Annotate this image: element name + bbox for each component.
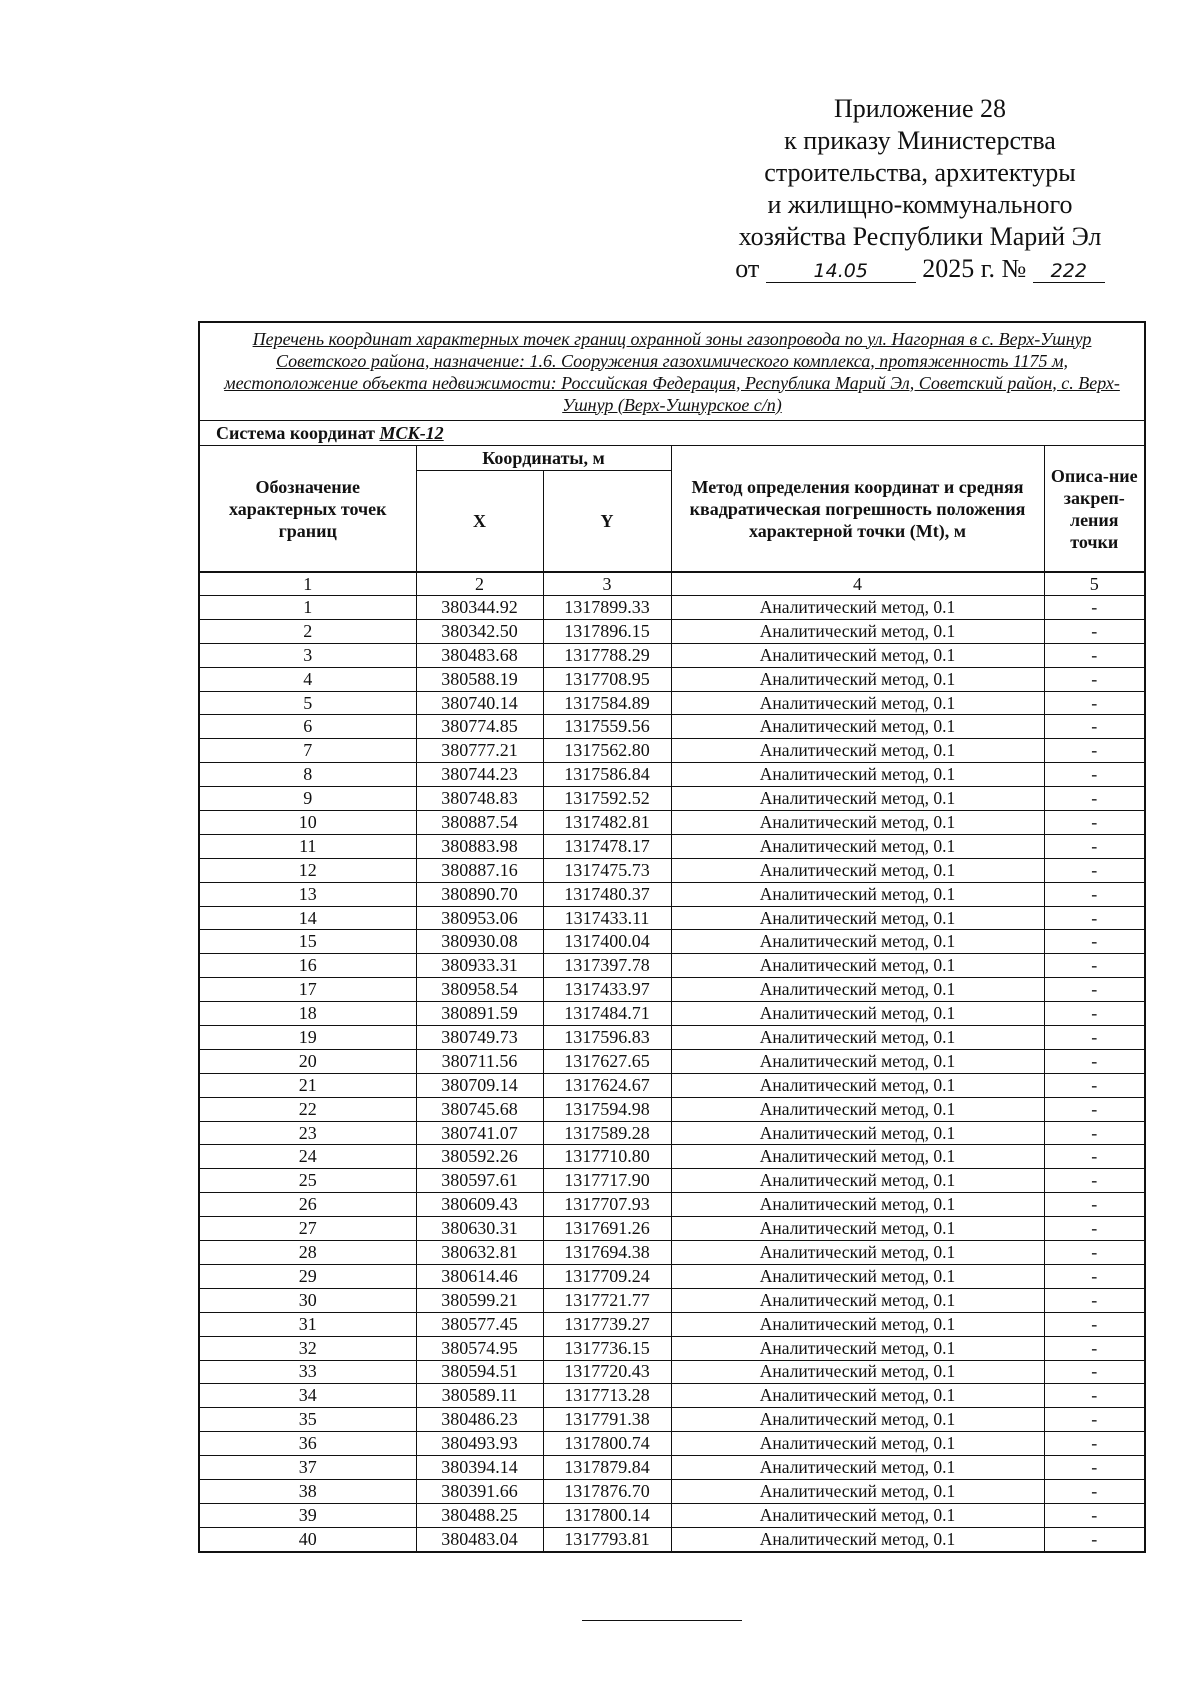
method-cell: Аналитический метод, 0.1 <box>671 978 1044 1002</box>
coord-x-cell: 380483.68 <box>416 643 543 667</box>
method-cell: Аналитический метод, 0.1 <box>671 1169 1044 1193</box>
point-number-cell: 10 <box>199 811 416 835</box>
description-cell: - <box>1044 667 1145 691</box>
point-number-cell: 31 <box>199 1312 416 1336</box>
point-number-cell: 38 <box>199 1479 416 1503</box>
method-cell: Аналитический метод, 0.1 <box>671 1527 1044 1551</box>
method-cell: Аналитический метод, 0.1 <box>671 1241 1044 1265</box>
point-number-cell: 24 <box>199 1145 416 1169</box>
description-cell: - <box>1044 1121 1145 1145</box>
table-row <box>199 1002 1145 1026</box>
method-cell: Аналитический метод, 0.1 <box>671 1503 1044 1527</box>
description-cell: - <box>1044 739 1145 763</box>
coord-x-cell: 380887.54 <box>416 811 543 835</box>
point-number-cell: 4 <box>199 667 416 691</box>
table-row <box>199 811 1145 835</box>
method-cell: Аналитический метод, 0.1 <box>671 1121 1044 1145</box>
coord-y-cell: 1317694.38 <box>543 1241 671 1265</box>
method-cell: Аналитический метод, 0.1 <box>671 1002 1044 1026</box>
coord-x-cell: 380344.92 <box>416 596 543 620</box>
point-number-cell: 23 <box>199 1121 416 1145</box>
coord-x-cell: 380745.68 <box>416 1097 543 1121</box>
coord-x-cell: 380342.50 <box>416 619 543 643</box>
description-cell: - <box>1044 1073 1145 1097</box>
description-cell: - <box>1044 1097 1145 1121</box>
point-number-cell: 16 <box>199 954 416 978</box>
table-row <box>199 1264 1145 1288</box>
table-row <box>199 715 1145 739</box>
description-cell: - <box>1044 1503 1145 1527</box>
coord-x-cell: 380933.31 <box>416 954 543 978</box>
description-cell: - <box>1044 715 1145 739</box>
description-cell: - <box>1044 1026 1145 1050</box>
point-number-cell: 14 <box>199 906 416 930</box>
coord-x-cell: 380614.46 <box>416 1264 543 1288</box>
description-cell: - <box>1044 1384 1145 1408</box>
table-row <box>199 1336 1145 1360</box>
method-cell: Аналитический метод, 0.1 <box>671 1336 1044 1360</box>
coord-y-cell: 1317708.95 <box>543 667 671 691</box>
description-cell: - <box>1044 1432 1145 1456</box>
date-prefix: от <box>735 254 760 283</box>
header-y: Y <box>543 471 671 573</box>
table-row <box>199 930 1145 954</box>
table-row <box>199 1217 1145 1241</box>
point-number-cell: 12 <box>199 858 416 882</box>
table-row <box>199 1145 1145 1169</box>
method-cell: Аналитический метод, 0.1 <box>671 667 1044 691</box>
point-number-cell: 1 <box>199 596 416 620</box>
point-number-cell: 34 <box>199 1384 416 1408</box>
method-cell: Аналитический метод, 0.1 <box>671 1097 1044 1121</box>
coord-x-cell: 380597.61 <box>416 1169 543 1193</box>
point-number-cell: 8 <box>199 763 416 787</box>
description-cell: - <box>1044 1145 1145 1169</box>
header-method: Метод определения координат и средняя квадратическая погрешность положения характерной точки (Mt), м <box>671 446 1044 573</box>
coordinate-system-value: МСК-12 <box>379 423 444 443</box>
ministry-line-3: хозяйства Республики Марий Эл <box>738 222 1102 251</box>
coord-x-cell: 380777.21 <box>416 739 543 763</box>
method-cell: Аналитический метод, 0.1 <box>671 1193 1044 1217</box>
coord-x-cell: 380744.23 <box>416 763 543 787</box>
coord-x-cell: 380588.19 <box>416 667 543 691</box>
method-cell: Аналитический метод, 0.1 <box>671 1479 1044 1503</box>
table-row <box>199 1049 1145 1073</box>
method-cell: Аналитический метод, 0.1 <box>671 906 1044 930</box>
coord-y-cell: 1317480.37 <box>543 882 671 906</box>
description-cell: - <box>1044 1360 1145 1384</box>
description-cell: - <box>1044 882 1145 906</box>
point-number-cell: 15 <box>199 930 416 954</box>
coord-x-cell: 380711.56 <box>416 1049 543 1073</box>
column-index: 4 <box>671 572 1044 596</box>
point-number-cell: 9 <box>199 787 416 811</box>
point-number-cell: 18 <box>199 1002 416 1026</box>
coord-y-cell: 1317475.73 <box>543 858 671 882</box>
appendix-header <box>705 93 1135 285</box>
point-number-cell: 21 <box>199 1073 416 1097</box>
coord-x-cell: 380953.06 <box>416 906 543 930</box>
coord-x-cell: 380930.08 <box>416 930 543 954</box>
point-number-cell: 6 <box>199 715 416 739</box>
column-index-row <box>199 572 1145 596</box>
table-row <box>199 858 1145 882</box>
point-number-cell: 19 <box>199 1026 416 1050</box>
coord-y-cell: 1317592.52 <box>543 787 671 811</box>
handwritten-date: 14.05 <box>766 260 916 283</box>
description-cell: - <box>1044 1288 1145 1312</box>
coord-y-cell: 1317594.98 <box>543 1097 671 1121</box>
coord-x-cell: 380748.83 <box>416 787 543 811</box>
description-cell: - <box>1044 1336 1145 1360</box>
appendix-title: Приложение 28 <box>833 94 1007 123</box>
table-row <box>199 1456 1145 1480</box>
column-index: 2 <box>416 572 543 596</box>
method-cell: Аналитический метод, 0.1 <box>671 1026 1044 1050</box>
point-number-cell: 30 <box>199 1288 416 1312</box>
table-row <box>199 1432 1145 1456</box>
coord-y-cell: 1317788.29 <box>543 643 671 667</box>
description-cell: - <box>1044 1456 1145 1480</box>
coord-x-cell: 380577.45 <box>416 1312 543 1336</box>
method-cell: Аналитический метод, 0.1 <box>671 954 1044 978</box>
header-description: Описа-ние закреп-ления точки <box>1044 446 1145 573</box>
table-row <box>199 1097 1145 1121</box>
description-cell: - <box>1044 1169 1145 1193</box>
coord-y-cell: 1317584.89 <box>543 691 671 715</box>
method-cell: Аналитический метод, 0.1 <box>671 1360 1044 1384</box>
description-cell: - <box>1044 1408 1145 1432</box>
method-cell: Аналитический метод, 0.1 <box>671 739 1044 763</box>
coord-y-cell: 1317800.74 <box>543 1432 671 1456</box>
point-number-cell: 35 <box>199 1408 416 1432</box>
coord-x-cell: 380486.23 <box>416 1408 543 1432</box>
table-row <box>199 691 1145 715</box>
point-number-cell: 39 <box>199 1503 416 1527</box>
table-row <box>199 1121 1145 1145</box>
year-text: 2025 г. № <box>922 254 1027 283</box>
coord-y-cell: 1317896.15 <box>543 619 671 643</box>
coord-x-cell: 380890.70 <box>416 882 543 906</box>
coord-y-cell: 1317736.15 <box>543 1336 671 1360</box>
description-cell: - <box>1044 1527 1145 1551</box>
table-row <box>199 1312 1145 1336</box>
coord-x-cell: 380749.73 <box>416 1026 543 1050</box>
table-row <box>199 1193 1145 1217</box>
point-number-cell: 17 <box>199 978 416 1002</box>
table-row <box>199 1479 1145 1503</box>
method-cell: Аналитический метод, 0.1 <box>671 1288 1044 1312</box>
table-row <box>199 978 1145 1002</box>
coord-x-cell: 380709.14 <box>416 1073 543 1097</box>
method-cell: Аналитический метод, 0.1 <box>671 643 1044 667</box>
method-cell: Аналитический метод, 0.1 <box>671 1408 1044 1432</box>
coord-x-cell: 380592.26 <box>416 1145 543 1169</box>
order-line: к приказу Министерства <box>784 126 1056 155</box>
method-cell: Аналитический метод, 0.1 <box>671 882 1044 906</box>
table-row <box>199 1169 1145 1193</box>
method-cell: Аналитический метод, 0.1 <box>671 1312 1044 1336</box>
coord-y-cell: 1317710.80 <box>543 1145 671 1169</box>
point-number-cell: 26 <box>199 1193 416 1217</box>
coord-y-cell: 1317627.65 <box>543 1049 671 1073</box>
coord-x-cell: 380741.07 <box>416 1121 543 1145</box>
coord-y-cell: 1317720.43 <box>543 1360 671 1384</box>
table-row <box>199 1384 1145 1408</box>
table-title: Перечень координат характерных точек границ охранной зоны газопровода по ул. Нагорная в с. Верх-Ушнур Советского района, назначение: 1.6. Сооружения газохимического комплекса, протяженность 1175 м, местоположение объекта недвижимости: Российская Федерация, Республика Марий Эл, Советский район, с. Верх-Ушнур (Верх-Ушнурское с/п) <box>199 322 1145 421</box>
description-cell: - <box>1044 763 1145 787</box>
table-row <box>199 787 1145 811</box>
coord-x-cell: 380958.54 <box>416 978 543 1002</box>
table-row <box>199 643 1145 667</box>
description-cell: - <box>1044 930 1145 954</box>
description-cell: - <box>1044 1049 1145 1073</box>
table-row <box>199 739 1145 763</box>
coord-y-cell: 1317596.83 <box>543 1026 671 1050</box>
description-cell: - <box>1044 1312 1145 1336</box>
coord-x-cell: 380488.25 <box>416 1503 543 1527</box>
description-cell: - <box>1044 596 1145 620</box>
column-index: 5 <box>1044 572 1145 596</box>
description-cell: - <box>1044 811 1145 835</box>
table-row <box>199 954 1145 978</box>
method-cell: Аналитический метод, 0.1 <box>671 787 1044 811</box>
method-cell: Аналитический метод, 0.1 <box>671 834 1044 858</box>
coordinate-system <box>199 421 1145 446</box>
point-number-cell: 37 <box>199 1456 416 1480</box>
description-cell: - <box>1044 1241 1145 1265</box>
point-number-cell: 33 <box>199 1360 416 1384</box>
coordinates-table <box>198 321 1146 1553</box>
bottom-divider <box>582 1620 742 1621</box>
ministry-line-2: и жилищно-коммунального <box>767 190 1073 219</box>
coord-y-cell: 1317559.56 <box>543 715 671 739</box>
table-row <box>199 1503 1145 1527</box>
coord-y-cell: 1317721.77 <box>543 1288 671 1312</box>
method-cell: Аналитический метод, 0.1 <box>671 1073 1044 1097</box>
coord-x-cell: 380891.59 <box>416 1002 543 1026</box>
date-line <box>705 253 1135 285</box>
description-cell: - <box>1044 906 1145 930</box>
description-cell: - <box>1044 691 1145 715</box>
coord-y-cell: 1317691.26 <box>543 1217 671 1241</box>
coord-y-cell: 1317478.17 <box>543 834 671 858</box>
description-cell: - <box>1044 643 1145 667</box>
description-cell: - <box>1044 1264 1145 1288</box>
table-row <box>199 834 1145 858</box>
description-cell: - <box>1044 834 1145 858</box>
description-cell: - <box>1044 954 1145 978</box>
point-number-cell: 2 <box>199 619 416 643</box>
table-row <box>199 619 1145 643</box>
coord-y-cell: 1317791.38 <box>543 1408 671 1432</box>
coord-x-cell: 380394.14 <box>416 1456 543 1480</box>
description-cell: - <box>1044 1193 1145 1217</box>
point-number-cell: 11 <box>199 834 416 858</box>
method-cell: Аналитический метод, 0.1 <box>671 858 1044 882</box>
point-number-cell: 20 <box>199 1049 416 1073</box>
coord-x-cell: 380483.04 <box>416 1527 543 1551</box>
method-cell: Аналитический метод, 0.1 <box>671 1145 1044 1169</box>
table-row <box>199 1288 1145 1312</box>
ministry-line: строительства, архитектуры <box>764 158 1076 187</box>
point-number-cell: 40 <box>199 1527 416 1551</box>
coordinate-system-label: Система координат <box>216 423 375 443</box>
table-row <box>199 667 1145 691</box>
coord-x-cell: 380632.81 <box>416 1241 543 1265</box>
coord-x-cell: 380774.85 <box>416 715 543 739</box>
table-row <box>199 906 1145 930</box>
coord-x-cell: 380599.21 <box>416 1288 543 1312</box>
method-cell: Аналитический метод, 0.1 <box>671 1456 1044 1480</box>
coord-y-cell: 1317484.71 <box>543 1002 671 1026</box>
coord-y-cell: 1317562.80 <box>543 739 671 763</box>
handwritten-number: 222 <box>1033 260 1105 283</box>
description-cell: - <box>1044 1479 1145 1503</box>
point-number-cell: 29 <box>199 1264 416 1288</box>
description-cell: - <box>1044 787 1145 811</box>
header-point: Обозначение характерных точек границ <box>199 446 416 573</box>
coord-x-cell: 380609.43 <box>416 1193 543 1217</box>
coord-y-cell: 1317876.70 <box>543 1479 671 1503</box>
coord-x-cell: 380887.16 <box>416 858 543 882</box>
coord-x-cell: 380589.11 <box>416 1384 543 1408</box>
description-cell: - <box>1044 1217 1145 1241</box>
coord-y-cell: 1317400.04 <box>543 930 671 954</box>
coord-x-cell: 380391.66 <box>416 1479 543 1503</box>
coord-x-cell: 380740.14 <box>416 691 543 715</box>
method-cell: Аналитический метод, 0.1 <box>671 1217 1044 1241</box>
method-cell: Аналитический метод, 0.1 <box>671 1384 1044 1408</box>
coord-x-cell: 380493.93 <box>416 1432 543 1456</box>
point-number-cell: 27 <box>199 1217 416 1241</box>
coord-y-cell: 1317433.11 <box>543 906 671 930</box>
coord-y-cell: 1317709.24 <box>543 1264 671 1288</box>
table-row <box>199 1241 1145 1265</box>
method-cell: Аналитический метод, 0.1 <box>671 1049 1044 1073</box>
description-cell: - <box>1044 619 1145 643</box>
table-row <box>199 596 1145 620</box>
method-cell: Аналитический метод, 0.1 <box>671 1432 1044 1456</box>
table-row <box>199 882 1145 906</box>
point-number-cell: 25 <box>199 1169 416 1193</box>
coord-y-cell: 1317589.28 <box>543 1121 671 1145</box>
coord-y-cell: 1317707.93 <box>543 1193 671 1217</box>
coord-y-cell: 1317739.27 <box>543 1312 671 1336</box>
coord-x-cell: 380630.31 <box>416 1217 543 1241</box>
description-cell: - <box>1044 978 1145 1002</box>
table-body <box>199 596 1145 1552</box>
method-cell: Аналитический метод, 0.1 <box>671 596 1044 620</box>
method-cell: Аналитический метод, 0.1 <box>671 691 1044 715</box>
method-cell: Аналитический метод, 0.1 <box>671 811 1044 835</box>
method-cell: Аналитический метод, 0.1 <box>671 1264 1044 1288</box>
coord-y-cell: 1317397.78 <box>543 954 671 978</box>
header-x: X <box>416 471 543 573</box>
table-row <box>199 1408 1145 1432</box>
column-index: 1 <box>199 572 416 596</box>
point-number-cell: 32 <box>199 1336 416 1360</box>
table-row <box>199 763 1145 787</box>
table-row <box>199 1527 1145 1551</box>
description-cell: - <box>1044 858 1145 882</box>
coord-y-cell: 1317482.81 <box>543 811 671 835</box>
coord-x-cell: 380594.51 <box>416 1360 543 1384</box>
description-cell: - <box>1044 1002 1145 1026</box>
method-cell: Аналитический метод, 0.1 <box>671 619 1044 643</box>
header-coordinates: Координаты, м <box>416 446 671 471</box>
coord-y-cell: 1317793.81 <box>543 1527 671 1551</box>
table-row <box>199 1360 1145 1384</box>
coord-y-cell: 1317624.67 <box>543 1073 671 1097</box>
coord-y-cell: 1317586.84 <box>543 763 671 787</box>
table-row <box>199 1073 1145 1097</box>
coord-y-cell: 1317899.33 <box>543 596 671 620</box>
coord-y-cell: 1317800.14 <box>543 1503 671 1527</box>
method-cell: Аналитический метод, 0.1 <box>671 930 1044 954</box>
method-cell: Аналитический метод, 0.1 <box>671 715 1044 739</box>
point-number-cell: 22 <box>199 1097 416 1121</box>
point-number-cell: 7 <box>199 739 416 763</box>
coord-y-cell: 1317879.84 <box>543 1456 671 1480</box>
point-number-cell: 3 <box>199 643 416 667</box>
point-number-cell: 28 <box>199 1241 416 1265</box>
method-cell: Аналитический метод, 0.1 <box>671 763 1044 787</box>
point-number-cell: 13 <box>199 882 416 906</box>
table-row <box>199 1026 1145 1050</box>
coord-y-cell: 1317713.28 <box>543 1384 671 1408</box>
coord-y-cell: 1317433.97 <box>543 978 671 1002</box>
coord-x-cell: 380883.98 <box>416 834 543 858</box>
point-number-cell: 36 <box>199 1432 416 1456</box>
coord-y-cell: 1317717.90 <box>543 1169 671 1193</box>
column-index: 3 <box>543 572 671 596</box>
point-number-cell: 5 <box>199 691 416 715</box>
coord-x-cell: 380574.95 <box>416 1336 543 1360</box>
